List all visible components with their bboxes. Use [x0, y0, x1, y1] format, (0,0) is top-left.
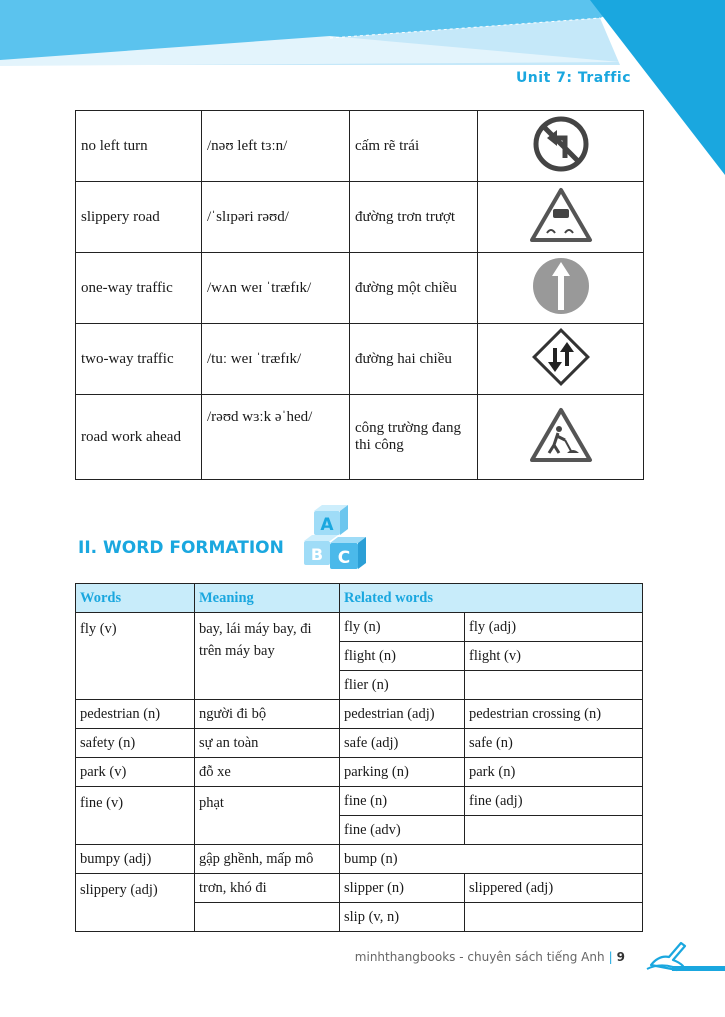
meaning-cell: công trường đang thi công	[350, 395, 478, 480]
word-cell: park (v)	[76, 758, 195, 787]
related-word-cell: slipper (n)	[340, 874, 465, 903]
one-way-sign-icon	[531, 256, 591, 316]
meaning-cell: gập ghềnh, mấp mô	[195, 845, 340, 874]
related-word-cell: slip (v, n)	[340, 903, 465, 932]
related-word-cell: fly (n)	[340, 613, 465, 642]
column-header: Words	[76, 584, 195, 613]
ipa-cell: /ˈslɪpəri rəʊd/	[202, 182, 350, 253]
empty-cell	[465, 671, 643, 700]
related-word-cell: fly (adj)	[465, 613, 643, 642]
related-word-cell: fine (adj)	[465, 787, 643, 816]
empty-cell	[465, 816, 643, 845]
table-row	[76, 111, 644, 182]
table-row	[76, 758, 643, 787]
table-row	[76, 613, 643, 642]
meaning-cell: sự an toàn	[195, 729, 340, 758]
related-word-cell: pedestrian crossing (n)	[465, 700, 643, 729]
road-work-sign-icon	[529, 407, 593, 463]
related-word-cell: fine (n)	[340, 787, 465, 816]
two-way-sign-icon	[530, 326, 592, 388]
word-cell: one-way traffic	[76, 253, 202, 324]
footer-separator: |	[608, 950, 613, 964]
column-header: Related words	[340, 584, 643, 613]
meaning-cell: cấm rẽ trái	[350, 111, 478, 182]
table-row	[76, 845, 643, 874]
word-cell: bumpy (adj)	[76, 845, 195, 874]
meaning-cell: người đi bộ	[195, 700, 340, 729]
meaning-cell: đỗ xe	[195, 758, 340, 787]
table-row	[76, 787, 643, 816]
related-word-cell: flight (n)	[340, 642, 465, 671]
block-letter: C	[337, 548, 351, 568]
footer-accent-bar	[672, 966, 725, 971]
no-left-turn-sign-icon	[533, 116, 589, 172]
related-word-cell: parking (n)	[340, 758, 465, 787]
empty-cell	[465, 903, 643, 932]
word-cell: road work ahead	[76, 395, 202, 480]
footer	[355, 950, 625, 964]
word-cell: fly (v)	[76, 613, 195, 700]
related-word-cell: bump (n)	[340, 845, 643, 874]
related-word-cell: fine (adv)	[340, 816, 465, 845]
meaning-cell: bay, lái máy bay, đi trên máy bay	[195, 613, 340, 700]
table-header-row	[76, 584, 643, 613]
word-cell: two-way traffic	[76, 324, 202, 395]
related-word-cell: flier (n)	[340, 671, 465, 700]
column-header: Meaning	[195, 584, 340, 613]
empty-cell	[195, 903, 340, 932]
table-row	[76, 874, 643, 903]
table-row	[76, 324, 644, 395]
ipa-cell: /tuː weɪ ˈtræfɪk/	[202, 324, 350, 395]
ipa-cell: /wʌn weɪ ˈtræfɪk/	[202, 253, 350, 324]
meaning-cell: đường trơn trượt	[350, 182, 478, 253]
abc-blocks-icon	[300, 505, 374, 575]
table-row	[76, 395, 644, 480]
related-word-cell: safe (n)	[465, 729, 643, 758]
page-number: 9	[616, 950, 625, 964]
word-formation-table	[75, 583, 643, 932]
related-word-cell: park (n)	[465, 758, 643, 787]
meaning-cell: đường hai chiều	[350, 324, 478, 395]
meaning-cell: đường một chiều	[350, 253, 478, 324]
related-word-cell: safe (adj)	[340, 729, 465, 758]
table-row	[76, 253, 644, 324]
related-word-cell: pedestrian (adj)	[340, 700, 465, 729]
slippery-road-sign-icon	[529, 187, 593, 243]
ipa-cell: /rəʊd wɜːk əˈhed/	[202, 395, 350, 480]
vocabulary-table	[75, 110, 644, 480]
word-cell: safety (n)	[76, 729, 195, 758]
ipa-cell: /nəʊ left tɜːn/	[202, 111, 350, 182]
word-cell: no left turn	[76, 111, 202, 182]
table-row	[76, 729, 643, 758]
footer-text: minhthangbooks - chuyên sách tiếng Anh	[354, 950, 605, 964]
word-cell: pedestrian (n)	[76, 700, 195, 729]
section-title: II. WORD FORMATION	[78, 538, 284, 558]
related-word-cell: flight (v)	[465, 642, 643, 671]
word-cell: fine (v)	[76, 787, 195, 845]
table-row	[76, 182, 644, 253]
unit-title: Unit 7: Traffic	[515, 70, 631, 86]
related-word-cell: slippered (adj)	[465, 874, 643, 903]
word-cell: slippery (adj)	[76, 874, 195, 932]
table-row	[76, 700, 643, 729]
word-cell: slippery road	[76, 182, 202, 253]
meaning-cell: trơn, khó đi	[195, 874, 340, 903]
block-letter: A	[320, 515, 334, 535]
block-letter: B	[310, 545, 324, 564]
meaning-cell: phạt	[195, 787, 340, 845]
